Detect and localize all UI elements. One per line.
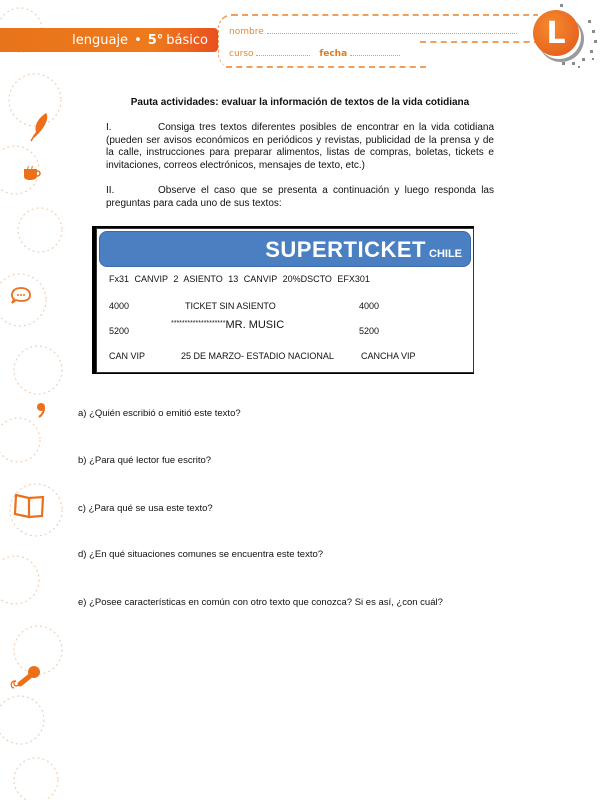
ticket-artist-name: MR. MUSIC: [225, 319, 285, 331]
name-field[interactable]: [229, 26, 529, 37]
subject-banner: [0, 28, 218, 52]
ticket-price-right: 4000: [359, 301, 380, 311]
question-label: a): [78, 408, 87, 419]
question-label: c): [78, 503, 86, 514]
comma-icon: [36, 402, 46, 418]
ticket-artist-stars: ********************: [171, 320, 226, 327]
decorative-sidebar: [0, 0, 70, 800]
ticket-country: CHILE: [429, 248, 462, 260]
unit-logo-badge: [533, 10, 579, 56]
separator-dot: •: [134, 32, 142, 48]
question-label: d): [78, 549, 87, 560]
section-text: Consiga tres textos diferentes posibles de encontrar en la vida cotidiana (pueden ser avisos económicos en periódicos y revistas, publicidad de la prensa y de la calle, instrucciones para preparar alimentos, listas de compras, boletas, tickets e invitaciones, correos electrónicos, mensajes de texto, etc.): [106, 122, 494, 171]
subject-label: lenguaje: [72, 32, 129, 48]
section-number: I.: [106, 122, 112, 133]
question-text: ¿Para qué se usa este texto?: [88, 503, 213, 514]
section-number: II.: [106, 185, 115, 196]
question-text: ¿En qué situaciones comunes se encuentra este texto?: [89, 549, 324, 560]
microphone-icon: [8, 664, 42, 690]
course-date-row: [229, 48, 529, 59]
instruction-section-2: [106, 185, 494, 210]
ticket-seat-info: TICKET SIN ASIENTO: [185, 301, 276, 311]
ticket-price-left: 4000: [109, 301, 130, 311]
dashed-divider-bottom: [226, 66, 426, 68]
question-label: b): [78, 455, 87, 466]
quill-icon: [28, 112, 50, 142]
date-blank-line[interactable]: [350, 48, 400, 56]
question-text: ¿Quién escribió o emitió este texto?: [89, 408, 241, 419]
ticket-event-info: 25 DE MARZO- ESTADIO NACIONAL: [181, 351, 334, 361]
grade-number: 5°: [147, 32, 164, 48]
logo-letter: L: [546, 15, 566, 51]
instruction-section-1: [106, 122, 494, 172]
grade-level: básico: [166, 32, 208, 48]
ticket-code-line: Fx31 CANVIP 2 ASIENTO 13 CANVIP 20%DSCTO EFX301: [109, 274, 370, 284]
question-text: ¿Para qué lector fue escrito?: [89, 455, 212, 466]
question-c: [78, 503, 213, 514]
question-b: [78, 455, 211, 466]
question-label: e): [78, 597, 87, 608]
ticket-artist: [171, 319, 284, 331]
question-a: [78, 408, 241, 419]
date-label: fecha: [319, 49, 348, 59]
question-e: [78, 597, 443, 608]
ticket-price2-right: 5200: [359, 326, 380, 336]
ticket-zone-right: CANCHA VIP: [361, 351, 416, 361]
document-title: Pauta actividades: evaluar la información de textos de la vida cotidiana: [130, 97, 470, 108]
name-blank-line[interactable]: [267, 26, 517, 34]
question-d: [78, 549, 323, 560]
section-text: Observe el caso que se presenta a continuación y luego responda las preguntas para cada uno de sus textos:: [106, 185, 494, 209]
ticket-zone-left: CAN VIP: [109, 351, 146, 361]
name-label: nombre: [229, 27, 264, 37]
question-text: ¿Posee características en común con otro texto que conozca? Si es así, ¿con cuál?: [89, 597, 443, 608]
open-book-icon: [12, 492, 46, 520]
speech-bubble-icon: [10, 286, 32, 306]
ticket-brand: SUPERTICKET: [265, 237, 426, 262]
sample-ticket: [96, 228, 474, 373]
ticket-header: [99, 231, 471, 267]
ticket-price2-left: 5200: [109, 326, 130, 336]
course-label: curso: [229, 49, 254, 59]
dashed-divider: [420, 41, 540, 43]
coffee-cup-icon: [22, 165, 42, 181]
course-blank-line[interactable]: [256, 48, 310, 56]
